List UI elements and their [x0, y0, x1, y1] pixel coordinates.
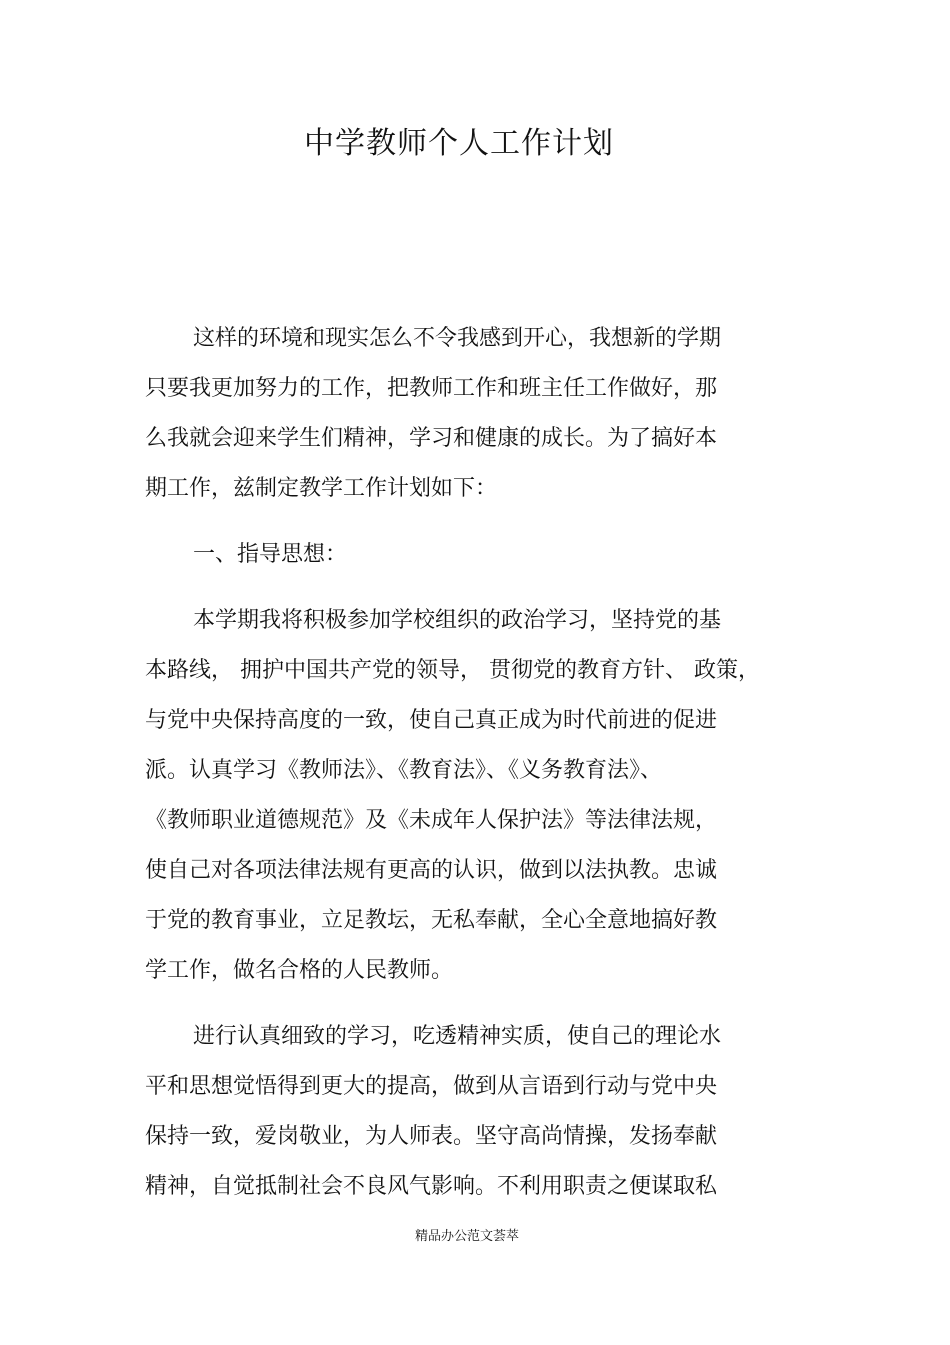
paragraph-line: 本路线， 拥护中国共产党的领导， 贯彻党的教育方针、 政策， [145, 658, 760, 683]
paragraph-line: 学工作，做名合格的人民教师。 [145, 958, 454, 983]
paragraph-line: 与党中央保持高度的一致，使自己真正成为时代前进的促进 [145, 708, 718, 733]
paragraph-line: 保持一致，爱岗敬业，为人师表。坚守高尚情操，发扬奉献 [145, 1124, 718, 1149]
paragraph-line: 本学期我将积极参加学校组织的政治学习，坚持党的基 [193, 608, 722, 633]
page-title: 中学教师个人工作计划 [304, 126, 614, 161]
paragraph-line: 精神，自觉抵制社会不良风气影响。不利用职责之便谋取私 [145, 1174, 718, 1199]
paragraph-line: 派。认真学习《教师法》、《教育法》、《义务教育法》、 [145, 758, 663, 783]
section-heading: 一、指导思想： [193, 542, 348, 567]
paragraph-line: 使自己对各项法律法规有更高的认识，做到以法执教。忠诚 [145, 858, 718, 883]
paragraph-line: 么我就会迎来学生们精神，学习和健康的成长。为了搞好本 [145, 426, 718, 451]
paragraph-line: 只要我更加努力的工作，把教师工作和班主任工作做好，那 [145, 376, 718, 401]
paragraph-line: 《教师职业道德规范》及《未成年人保护法》等法律法规， [145, 808, 718, 833]
paragraph-line: 于党的教育事业，立足教坛，无私奉献，全心全意地搞好教 [145, 908, 718, 933]
paragraph-line: 期工作，兹制定教学工作计划如下： [145, 476, 498, 501]
paragraph-line: 进行认真细致的学习，吃透精神实质，使自己的理论水 [193, 1024, 722, 1049]
paragraph-line: 这样的环境和现实怎么不令我感到开心，我想新的学期 [193, 326, 722, 351]
paragraph-line: 平和思想觉悟得到更大的提高，做到从言语到行动与党中央 [145, 1074, 718, 1099]
page-footer: 精品办公范文荟萃 [414, 1229, 519, 1244]
